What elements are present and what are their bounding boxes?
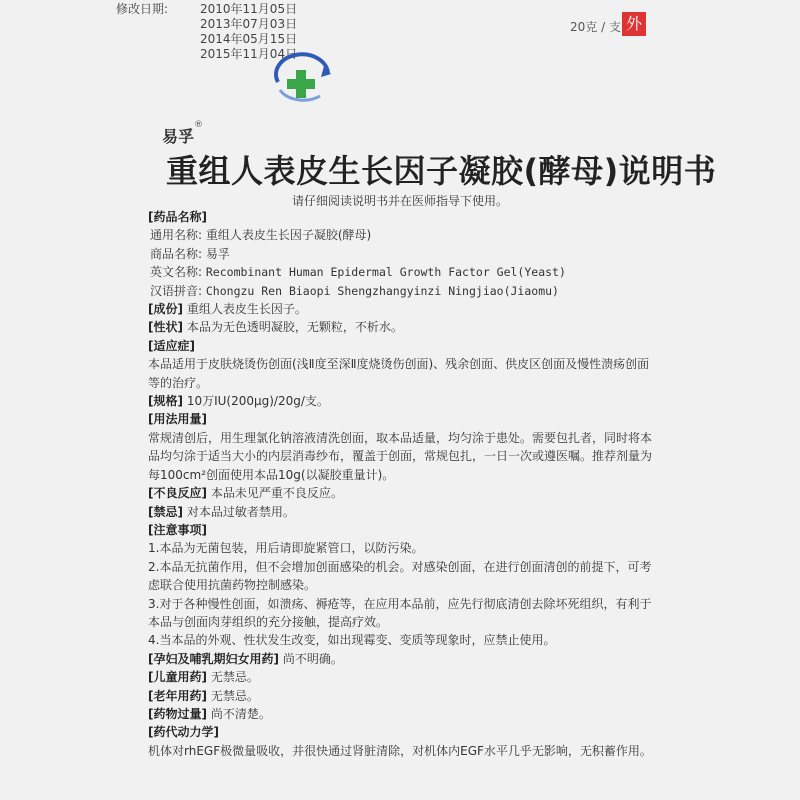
- section-heading: [适应症]: [148, 338, 195, 353]
- section-heading: [老年用药]: [148, 688, 207, 703]
- section-heading: [药品名称]: [148, 210, 207, 224]
- page-title: 重组人表皮生长因子凝胶(酵母)说明书: [166, 152, 717, 190]
- section-text: 机体对rhEGF极微量吸收，并很快通过肾脏清除，对机体内EGF水平几乎无影响，无积蓄作用。: [148, 743, 652, 758]
- section-heading: [规格]: [148, 394, 183, 409]
- revision-label: 修改日期:: [116, 2, 169, 16]
- section-heading: [成份]: [148, 302, 183, 317]
- section-heading: [儿童用药]: [148, 670, 207, 685]
- section-text: 本品为无色透明凝胶，无颗粒，不析水。: [186, 320, 403, 335]
- section-text: 无禁忌。: [210, 688, 259, 703]
- section-heading: [孕妇及哺乳期妇女用药]: [148, 651, 279, 666]
- section-text: 重组人表皮生长因子。: [186, 302, 307, 317]
- brand-name: 易孚: [162, 127, 195, 146]
- section-heading: [药物过量]: [148, 706, 207, 721]
- section-heading: [注意事项]: [148, 522, 207, 537]
- revision-date: 2013年07月03日: [200, 17, 298, 31]
- leaflet-body: [148, 208, 654, 760]
- pinyin-name: Chongzu Ren Biaopi Shengzhangyinzi Ningjiao(Jiaomu): [205, 283, 559, 298]
- section-text: 尚不明确。: [282, 651, 343, 666]
- section-text: 尚不清楚。: [210, 706, 271, 721]
- section-text: 本品适用于皮肤烧烫伤创面(浅Ⅱ度至深Ⅱ度烧烫伤创面)、残余创面、供皮区创面及慢性溃疡创面等的治疗。: [148, 357, 650, 390]
- list-item: 1.本品为无菌包装，用后请即旋紧管口，以防污染。: [148, 541, 424, 556]
- section-text: 无禁忌。: [210, 670, 259, 685]
- section-text: 10万IU(200μg)/20g/支。: [186, 394, 329, 409]
- page-subtitle: 请仔细阅读说明书并在医师指导下使用。: [292, 194, 509, 208]
- section-text: 对本品过敏者禁用。: [186, 504, 295, 519]
- field-label: 商品名称:: [150, 246, 203, 261]
- revision-date: 2010年11月05日: [200, 2, 298, 16]
- field-label: 通用名称:: [150, 228, 203, 243]
- section-heading: [药代动力学]: [148, 725, 219, 740]
- list-item: 3.对于各种慢性创面，如溃疡、褥疮等，在应用本品前，应先行彻底清创去除坏死组织，有利于本品与创面肉芽组织的充分接触，提高疗效。: [148, 596, 652, 629]
- medical-cross-logo-icon: [268, 52, 338, 108]
- external-use-badge: 外: [622, 12, 646, 36]
- revision-date: 2014年05月15日: [200, 32, 298, 46]
- section-heading: [不良反应]: [148, 486, 207, 501]
- trade-name: 易孚: [205, 246, 230, 261]
- revision-date: 2015年11月04日: [200, 47, 298, 61]
- list-item: 2.本品无抗菌作用，但不会增加创面感染的机会。对感染创面，在进行创面清创的前提下，可考虑联合使用抗菌药物控制感染。: [148, 559, 652, 593]
- list-item: 4.当本品的外观、性状发生改变，如出现霉变、变质等现象时，应禁止使用。: [148, 633, 556, 648]
- field-label: 汉语拼音:: [150, 283, 203, 298]
- package-spec: 20克 / 支: [570, 20, 621, 34]
- section-text: 本品未见严重不良反应。: [210, 486, 343, 501]
- field-label: 英文名称:: [150, 265, 203, 280]
- generic-name: 重组人表皮生长因子凝胶(酵母): [205, 228, 372, 243]
- section-heading: [禁忌]: [148, 504, 183, 519]
- section-text: 常规清创后，用生理氯化钠溶液清洗创面，取本品适量，均匀涂于患处。需要包扎者，同时将本品均匀涂于适当大小的内层消毒纱布，覆盖于创面，常规包扎，一日一次或遵医嘱。推荐剂量为每100cm²创面使用本品10g(以凝胶重量计)。: [148, 430, 653, 482]
- section-heading: [用法用量]: [148, 412, 207, 427]
- english-name: Recombinant Human Epidermal Growth Factor Gel(Yeast): [205, 265, 566, 280]
- section-heading: [性状]: [148, 320, 183, 335]
- registered-mark: ®: [194, 120, 203, 130]
